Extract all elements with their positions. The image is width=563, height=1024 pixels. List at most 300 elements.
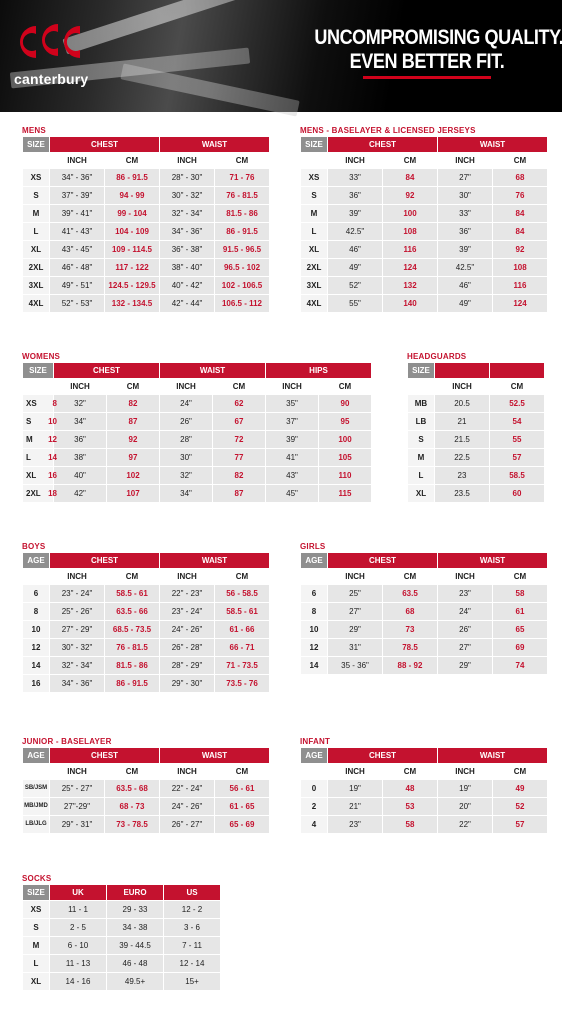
table-cell: 26" - 28" [160,639,214,656]
table-row [23,187,269,204]
table-cell: 21.5 [435,431,489,448]
table-cell: 36" [438,223,492,240]
table-cell: 63.5 - 68 [105,780,159,797]
table-cell: 23" - 24" [160,603,214,620]
table-cell: 92 [493,241,547,258]
table-cell: 57 [490,449,544,466]
table-cell [23,413,57,430]
table-cell: 60 [490,485,544,502]
table-cell: 43" - 45" [50,241,104,258]
table-cell: 20.5 [435,395,489,412]
table-cell: 27" - 29" [50,621,104,638]
table-cell: 33" [328,169,382,186]
table-cell: 0 [301,780,327,797]
table-header-cell: INCH [438,569,492,584]
table-cell: 3XL [23,277,49,294]
table-header-cell: WAIST [438,553,547,568]
tagline-underline [363,76,491,79]
table-cell: MB [408,395,434,412]
table-cell: 26" - 27" [160,816,214,833]
table-cell: 10 [23,621,49,638]
table-cell: S [23,919,49,936]
table-row [23,816,269,833]
section-title: BOYS [22,542,46,551]
table-header-cell [23,569,49,584]
table-cell: 34 - 38 [107,919,163,936]
table-header-cell [301,153,327,168]
table-header-cell: SIZE [23,363,53,378]
table-cell: 40" - 42" [160,277,214,294]
table-cell: 22" - 24" [160,780,214,797]
table-row [23,675,269,692]
table-row [408,395,544,412]
table-cell: 63.5 - 66 [105,603,159,620]
uk-size-number: 12 [48,435,57,444]
table-cell: 11 - 13 [50,955,106,972]
table-header-cell: INCH [160,379,212,394]
boys-section [22,541,270,693]
table-header-cell: CM [383,764,437,779]
table-row [301,169,547,186]
table-cell [23,395,57,412]
table-cell: 49" [438,295,492,312]
table-header-cell: CHEST [50,748,159,763]
table-row [23,901,220,918]
table-cell: 24" - 26" [160,798,214,815]
table-cell: 32" [160,467,212,484]
junior-baselayer-section [22,736,270,834]
table-cell: L [301,223,327,240]
uk-size-number: 8 [52,399,57,408]
table-header-cell [301,764,327,779]
table-cell: 52" [328,277,382,294]
table-row [301,585,547,602]
table-cell: 25" [328,585,382,602]
table-header-cell: AGE [301,553,327,568]
table-cell: 58 [383,816,437,833]
table-cell: 76 - 81.5 [215,187,269,204]
table-cell: 42.5" [328,223,382,240]
table-row [23,955,220,972]
table-cell: 65 - 69 [215,816,269,833]
table-cell: 39" [438,241,492,258]
table-cell: 116 [383,241,437,258]
table-cell: 29" [438,657,492,674]
table-cell: 124 [383,259,437,276]
table-cell: 67 [213,413,265,430]
size-label: XL [26,471,37,480]
table-cell: 43" [266,467,318,484]
table-cell: 124 [493,295,547,312]
table-cell: 37" [266,413,318,430]
table-row [23,295,269,312]
size-label: L [26,453,31,462]
mens-section [22,125,270,313]
table-cell: 34" [160,485,212,502]
table-row [23,467,371,484]
table-cell [23,467,57,484]
table-header-cell: CHEST [50,137,159,152]
table-cell: 49 [493,780,547,797]
table-cell: 62 [213,395,265,412]
table-cell: 61 [493,603,547,620]
measuring-tape-graphic [120,63,299,116]
table-cell: 3XL [301,277,327,294]
table-cell: 99 - 104 [105,205,159,222]
table-cell: 52.5 [490,395,544,412]
section-title: HEADGUARDS [407,352,467,361]
table-cell: 78.5 [383,639,437,656]
table-cell: 39" [266,431,318,448]
table-cell: 27" [438,169,492,186]
table-row [23,205,269,222]
table-cell: 14 [301,657,327,674]
table-header-cell: INCH [54,379,106,394]
table-cell: 30" - 32" [50,639,104,656]
table-cell: 29 - 33 [107,901,163,918]
table-row [23,449,371,466]
table-header-cell: INCH [50,764,104,779]
table-cell: 23.5 [435,485,489,502]
table-cell: 58.5 [490,467,544,484]
table-cell: XS [23,901,49,918]
brand-logo [14,20,100,87]
table-header-cell: CM [493,153,547,168]
table-cell: 88 - 92 [383,657,437,674]
table-row [23,657,269,674]
table-cell: 73 - 78.5 [105,816,159,833]
table-row [301,187,547,204]
table-row [23,919,220,936]
headguards-section [407,351,545,503]
table-cell: 104 - 109 [105,223,159,240]
table-row [301,295,547,312]
table-header-cell: CM [215,569,269,584]
table-cell: 14 - 16 [50,973,106,990]
table-cell: 77 [213,449,265,466]
table-cell [23,485,57,502]
table-cell: 34" - 36" [160,223,214,240]
table-cell: 36" - 38" [160,241,214,258]
section-title: GIRLS [300,542,326,551]
table-cell: 24" [160,395,212,412]
table-cell: 12 - 14 [164,955,220,972]
table-row [23,585,269,602]
table-cell: 30" - 32" [160,187,214,204]
table-cell: 124.5 - 129.5 [105,277,159,294]
table-cell: 2XL [23,259,49,276]
table-cell: 11 - 1 [50,901,106,918]
table-row [23,277,269,294]
table-cell: 82 [213,467,265,484]
table-cell: 41" - 43" [50,223,104,240]
table-cell: 49.5+ [107,973,163,990]
table-row [408,485,544,502]
table-header-cell: INCH [328,569,382,584]
table-cell: MB/JMD [23,798,49,815]
uk-size-number: 14 [48,453,57,462]
table-cell: 41" [266,449,318,466]
table-header-cell: US [164,885,220,900]
table-cell: 100 [319,431,371,448]
table-cell: 55" [328,295,382,312]
table-cell: 22" [438,816,492,833]
table-cell: 108 [383,223,437,240]
table-cell: 35" [266,395,318,412]
table-cell: 55 [490,431,544,448]
table-cell: 14 [23,657,49,674]
table-cell: 68.5 - 73.5 [105,621,159,638]
table-cell: LB/JLG [23,816,49,833]
table-cell: 110 [319,467,371,484]
table-cell: 42" - 44" [160,295,214,312]
table-cell: 23" [438,585,492,602]
table-cell: 54 [490,413,544,430]
table-row [23,639,269,656]
table-row [301,223,547,240]
table-header-cell [408,379,434,394]
table-cell: S [408,431,434,448]
table-cell: 57 [493,816,547,833]
table-cell: 73.5 - 76 [215,675,269,692]
table-row [301,639,547,656]
table-cell: 92 [383,187,437,204]
table-header-cell: SIZE [301,137,327,152]
table-cell: 4 [301,816,327,833]
table-cell: 91.5 - 96.5 [215,241,269,258]
table-cell: 87 [213,485,265,502]
table-cell: 61 - 66 [215,621,269,638]
table-cell: 38" - 40" [160,259,214,276]
table-cell: S [301,187,327,204]
table-cell: 95 [319,413,371,430]
size-label: 2XL [26,489,41,498]
table-cell: 26" [438,621,492,638]
table-cell: L [23,955,49,972]
table-cell: 74 [493,657,547,674]
table-header-cell [23,153,49,168]
table-cell: 66 - 71 [215,639,269,656]
table-cell: 61 - 65 [215,798,269,815]
table-header-cell: CM [319,379,371,394]
table-cell: 36" [54,431,106,448]
brand-name: canterbury [14,71,89,87]
table-cell: 97 [107,449,159,466]
section-title: MENS - BASELAYER & LICENSED JERSEYS [300,126,476,135]
table-cell: 53 [383,798,437,815]
infant-size-table [300,747,548,834]
tagline-line-2: EVEN BETTER FIT. [349,50,505,73]
table-cell: 56 - 58.5 [215,585,269,602]
infant-section [300,736,548,834]
table-cell: 34" - 36" [50,169,104,186]
table-cell: 22" - 23" [160,585,214,602]
table-cell: 32" - 34" [160,205,214,222]
table-header-cell: CM [105,153,159,168]
table-cell: 69 [493,639,547,656]
table-header-cell: INCH [438,153,492,168]
table-row [23,780,269,797]
table-header-cell: CM [107,379,159,394]
table-cell: 7 - 11 [164,937,220,954]
table-header-cell: WAIST [438,748,547,763]
table-header-cell: INCH [438,764,492,779]
headguards-size-table [407,362,545,503]
table-cell: 84 [383,169,437,186]
table-header-cell: UK [50,885,106,900]
table-cell: 106.5 - 112 [215,295,269,312]
table-header-cell: SIZE [23,137,49,152]
table-header-cell: SIZE [408,363,434,378]
table-cell: 42.5" [438,259,492,276]
table-header-cell: AGE [23,553,49,568]
table-cell: 21" [328,798,382,815]
table-cell: 84 [493,205,547,222]
table-header-cell: EURO [107,885,163,900]
table-row [301,798,547,815]
table-cell: 58.5 - 61 [215,603,269,620]
table-cell: 12 - 2 [164,901,220,918]
table-cell: 29" [328,621,382,638]
junior-baselayer-size-table [22,747,270,834]
table-cell: 23" [328,816,382,833]
table-cell: 92 [107,431,159,448]
table-cell: 28" [160,431,212,448]
table-cell: 30" [438,187,492,204]
table-header-cell [301,569,327,584]
table-row [23,621,269,638]
tagline [296,26,563,79]
table-cell: XL [23,241,49,258]
table-cell: LB [408,413,434,430]
table-cell: 12 [23,639,49,656]
table-cell: 46 - 48 [107,955,163,972]
table-cell: XL [408,485,434,502]
table-cell: 29" - 31" [50,816,104,833]
table-cell: 65 [493,621,547,638]
table-cell: 19" [328,780,382,797]
uk-size-number: 16 [48,471,57,480]
table-cell: 25" - 27" [50,780,104,797]
table-cell: 140 [383,295,437,312]
table-cell: 100 [383,205,437,222]
table-cell: 3 - 6 [164,919,220,936]
table-row [408,449,544,466]
table-header-cell: CHEST [328,137,437,152]
table-header-cell [435,363,489,378]
table-header-cell: CM [213,379,265,394]
table-cell: 6 - 10 [50,937,106,954]
table-cell: M [23,205,49,222]
table-cell: XS [23,169,49,186]
table-cell: 28" - 29" [160,657,214,674]
section-title: JUNIOR - BASELAYER [22,737,112,746]
womens-size-table [22,362,372,503]
table-header-cell: CM [493,569,547,584]
table-cell: 6 [23,585,49,602]
uk-size-number: 18 [48,489,57,498]
table-cell: 63.5 [383,585,437,602]
table-cell: 27"-29" [50,798,104,815]
table-row [301,816,547,833]
table-cell: 27" [328,603,382,620]
table-cell: 24" - 26" [160,621,214,638]
table-cell: 37" - 39" [50,187,104,204]
table-row [23,241,269,258]
table-header-cell: CHEST [328,748,437,763]
table-cell: 39" - 41" [50,205,104,222]
table-cell: 2 [301,798,327,815]
table-header-cell: WAIST [160,363,265,378]
table-cell: S [23,187,49,204]
table-cell: 90 [319,395,371,412]
table-cell [23,449,57,466]
table-row [23,603,269,620]
table-cell [23,431,57,448]
table-cell: 21 [435,413,489,430]
table-cell: XL [23,973,49,990]
table-header-cell: WAIST [160,748,269,763]
table-header-cell: INCH [160,153,214,168]
mens-size-table [22,136,270,313]
table-cell: 96.5 - 102 [215,259,269,276]
table-cell: 94 - 99 [105,187,159,204]
table-cell: 73 [383,621,437,638]
table-cell: 71 - 76 [215,169,269,186]
table-cell: 36" [328,187,382,204]
table-cell: 107 [107,485,159,502]
table-row [23,485,371,502]
table-cell: 48 [383,780,437,797]
table-header-cell: CM [490,379,544,394]
table-cell: 23" - 24" [50,585,104,602]
table-row [23,395,371,412]
table-cell: 108 [493,259,547,276]
table-header-cell: CM [215,153,269,168]
table-cell: 86 - 91.5 [105,675,159,692]
table-row [408,431,544,448]
table-cell: 23 [435,467,489,484]
table-header-cell: HIPS [266,363,371,378]
table-header-cell: CM [105,764,159,779]
table-header-cell: INCH [328,764,382,779]
table-header-cell: INCH [435,379,489,394]
table-cell: 105 [319,449,371,466]
boys-size-table [22,552,270,693]
table-cell: 46" - 48" [50,259,104,276]
table-cell: SB/JSM [23,780,49,797]
table-cell: 82 [107,395,159,412]
tagline-line-1: UNCOMPROMISING QUALITY. [314,26,563,49]
table-cell: 12 [301,639,327,656]
table-header-cell [23,379,53,394]
table-row [301,657,547,674]
header-banner [0,0,562,112]
table-cell: 35 - 36" [328,657,382,674]
size-label: XS [26,399,37,408]
table-cell: 117 - 122 [105,259,159,276]
table-cell: 49" [328,259,382,276]
table-header-cell: CM [493,764,547,779]
table-cell: 58.5 - 61 [105,585,159,602]
table-header-cell: INCH [266,379,318,394]
table-cell: 4XL [23,295,49,312]
size-label: M [26,435,33,444]
table-cell: 19" [438,780,492,797]
table-header-cell: CHEST [50,553,159,568]
table-cell: 40" [54,467,106,484]
uk-size-number: 10 [48,417,57,426]
